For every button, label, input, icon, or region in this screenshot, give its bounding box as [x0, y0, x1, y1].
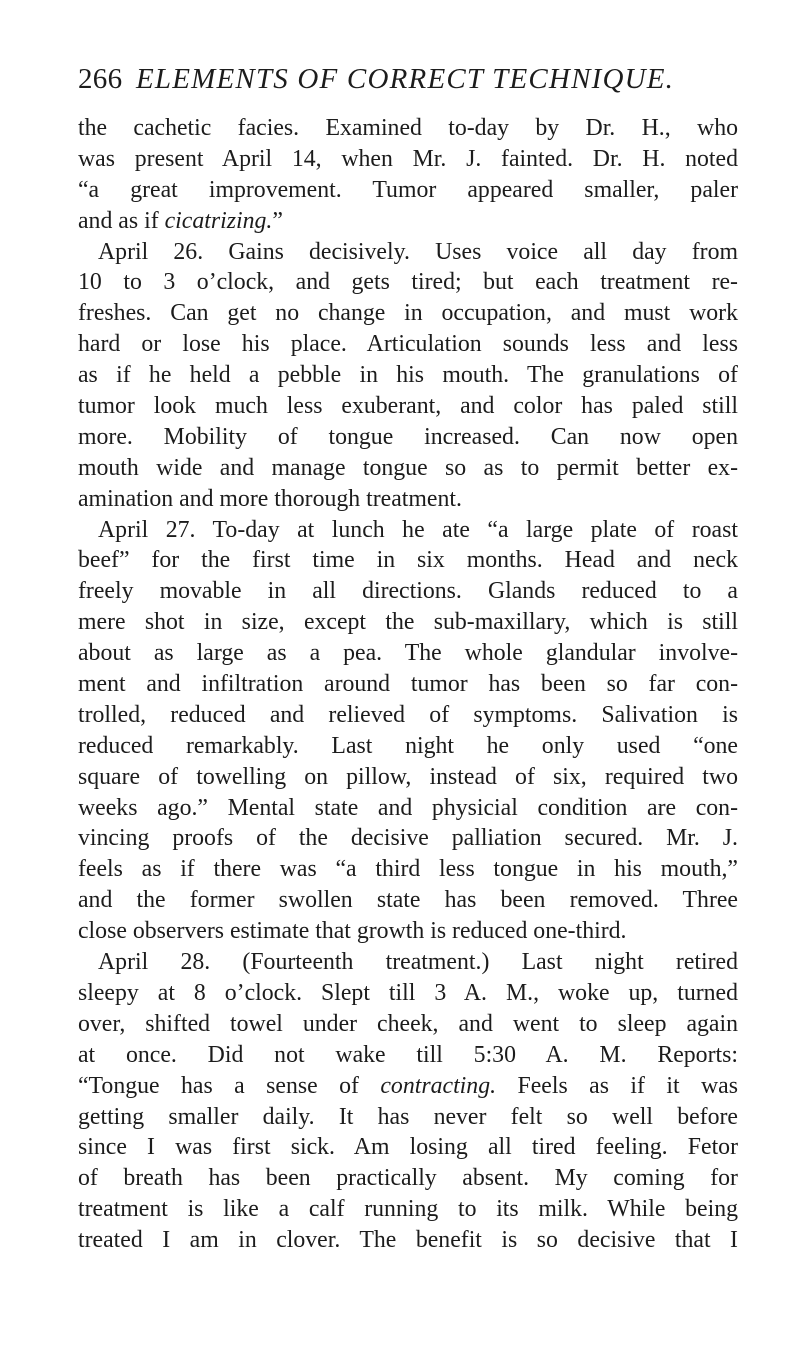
line-text: treatment is like a calf running to its milk. While being [78, 1196, 738, 1223]
line-italic-text: cicatrizing. [164, 207, 273, 234]
text-line [78, 298, 738, 329]
line-text: April 28. (Fourteenth treatment.) Last night retired [98, 949, 738, 976]
running-head [78, 62, 738, 96]
text-line [78, 175, 738, 206]
line-text: close observers estimate that growth is reduced one-third. [78, 918, 627, 945]
text-line [78, 113, 738, 144]
text-line [78, 453, 738, 484]
line-trailing-text: Feels as if it was [496, 1072, 738, 1099]
line-text: over, shifted towel under cheek, and went to sleep again [78, 1010, 738, 1037]
text-line [78, 576, 738, 607]
text-line [78, 1194, 738, 1225]
line-text: vincing proofs of the decisive palliation secured. Mr. J. [78, 825, 738, 852]
line-text: square of towelling on pillow, instead of six, required two [78, 763, 738, 790]
line-text: feels as if there was “a third less tongue in his mouth,” [78, 856, 738, 883]
line-text: freshes. Can get no change in occupation, and must work [78, 300, 738, 327]
text-line [78, 206, 738, 237]
text-line [78, 267, 738, 298]
line-text: freely movable in all directions. Glands reduced to a [78, 578, 738, 605]
text-line [78, 947, 738, 978]
line-text: “Tongue has a sense of [78, 1072, 381, 1099]
text-line [78, 515, 738, 546]
line-text: since I was first sick. Am losing all tired feeling. Fetor [78, 1134, 738, 1161]
text-line [78, 144, 738, 175]
line-text: of breath has been practically absent. My coming for [78, 1165, 738, 1192]
line-text: amination and more thorough treatment. [78, 485, 462, 512]
text-line [78, 360, 738, 391]
line-text: as if he held a pebble in his mouth. The granulations of [78, 362, 738, 389]
line-text: beef” for the first time in six months. Head and neck [78, 547, 738, 574]
line-text: reduced remarkably. Last night he only used “one [78, 732, 738, 759]
line-text: and as if [78, 207, 165, 234]
text-line [78, 1163, 738, 1194]
text-line [78, 700, 738, 731]
text-line [78, 854, 738, 885]
text-line [78, 1132, 738, 1163]
line-text: trolled, reduced and relieved of symptoms. Salivation is [78, 701, 738, 728]
text-line [78, 823, 738, 854]
line-text: was present April 14, when Mr. J. fainted. Dr. H. noted [78, 145, 738, 172]
line-text: 10 to 3 o’clock, and gets tired; but each treatment re- [78, 269, 738, 296]
text-line [78, 1071, 738, 1102]
page-number: 266 [78, 63, 123, 95]
text-line [78, 669, 738, 700]
text-line [78, 731, 738, 762]
text-line [78, 1102, 738, 1133]
text-line [78, 391, 738, 422]
line-text: weeks ago.” Mental state and physicial condition are con- [78, 794, 738, 821]
line-italic-text: contracting. [380, 1072, 497, 1099]
text-line [78, 885, 738, 916]
text-line [78, 978, 738, 1009]
line-text: ment and infiltration around tumor has been so far con- [78, 671, 738, 698]
running-title: ELEMENTS OF CORRECT TECHNIQUE. [135, 63, 675, 95]
line-text: about as large as a pea. The whole glandular involve- [78, 640, 738, 667]
text-line [78, 1225, 738, 1256]
text-line [78, 329, 738, 360]
line-text: and the former swollen state has been removed. Three [78, 887, 738, 914]
line-text: “a great improvement. Tumor appeared smaller, paler [78, 176, 738, 203]
text-line [78, 793, 738, 824]
body-text [78, 113, 738, 1256]
line-text: at once. Did not wake till 5:30 A. M. Reports: [78, 1041, 738, 1068]
text-line [78, 484, 738, 515]
text-line [78, 422, 738, 453]
text-line [78, 762, 738, 793]
line-text: April 27. To-day at lunch he ate “a large plate of roast [98, 516, 738, 543]
line-text: getting smaller daily. It has never felt so well before [78, 1103, 738, 1130]
text-line [78, 607, 738, 638]
line-text: sleepy at 8 o’clock. Slept till 3 A. M., woke up, turned [78, 979, 738, 1006]
text-line [78, 1009, 738, 1040]
text-line [78, 237, 738, 268]
line-text: the cachetic facies. Examined to-day by Dr. H., who [78, 115, 738, 141]
text-line [78, 638, 738, 669]
text-line [78, 1040, 738, 1071]
line-text: treated I am in clover. The benefit is so decisive that I [78, 1227, 738, 1254]
line-trailing-text: ” [272, 207, 283, 234]
line-text: April 26. Gains decisively. Uses voice all day from [98, 238, 738, 265]
text-line [78, 545, 738, 576]
line-text: hard or lose his place. Articulation sounds less and less [78, 331, 738, 358]
line-text: more. Mobility of tongue increased. Can now open [78, 423, 738, 450]
line-text: tumor look much less exuberant, and color has paled still [78, 393, 738, 420]
line-text: mouth wide and manage tongue so as to permit better ex- [78, 454, 738, 481]
line-text: mere shot in size, except the sub-maxillary, which is still [78, 609, 738, 636]
text-line [78, 916, 738, 947]
